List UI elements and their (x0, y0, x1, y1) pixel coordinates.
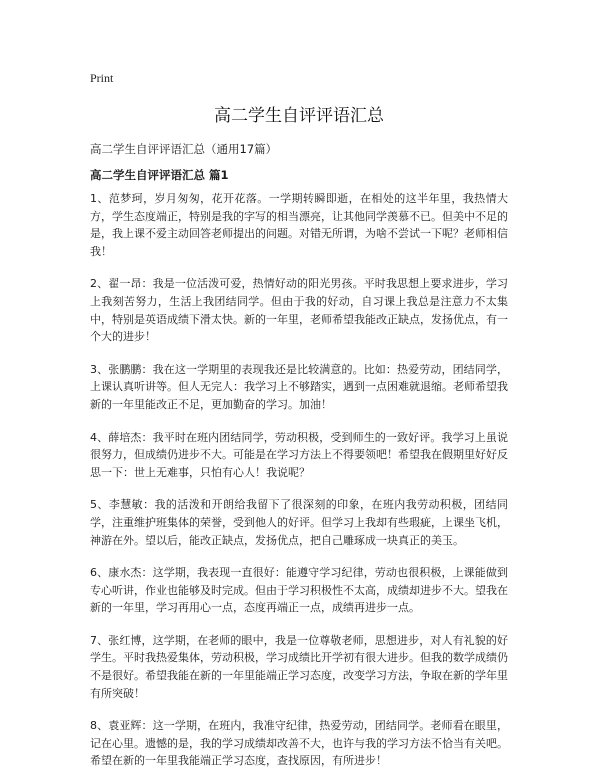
entry-paragraph: 4、薛培杰：我平时在班内团结同学，劳动积极，受到师生的一致好评。我学习上虽说很努力，但成绩仍进步不大。可能是在学习方法上不得要领吧！希望我在假期里好好反思一下：世上无难事，只怕有心人！我说呢？ (90, 430, 508, 479)
entry-paragraph: 3、张鹏鹏：我在这一学期里的表现我还是比较满意的。比如：热爱劳动，团结同学，上课认真听讲等。但人无完人：我学习上不够踏实，遇到一点困难就退缩。老师希望我新的一年里能改正不足，更加勤奋的学习。加油！ (90, 362, 508, 411)
entry-paragraph: 8、袁亚辉：这一学期，在班内，我准守纪律，热爱劳动，团结同学。老师看在眼里，记在心里。遗憾的是，我的学习成绩却改善不大，也许与我的学习方法不恰当有关吧。希望在新的一年里我能端正学习态度，查找原因，有所进步！ (90, 719, 508, 768)
document-subtitle: 高二学生自评评语汇总（通用17篇） (90, 142, 278, 156)
page-title: 高二学生自评评语汇总 (214, 106, 384, 126)
print-link[interactable]: Print (90, 71, 114, 85)
entry-list (90, 190, 508, 770)
entry-paragraph: 1、范梦珂，岁月匆匆，花开花落。一学期转瞬即逝，在相处的这半年里，我热情大方，学生态度端正，特别是我的字写的相当漂亮，让其他同学羡慕不已。但美中不足的是，我上课不爱主动回答老师提出的问题。对错无所谓，为啥不尝试一下呢？老师相信我！ (90, 192, 508, 258)
entry-paragraph: 5、李慧敏：我的活泼和开朗给我留下了很深刻的印象，在班内我劳动积极，团结同学，注重维护班集体的荣誉，受到他人的好评。但学习上我却有些瑕疵，上课坐飞机，神游在外。望以后，能改正缺点，发扬优点，把自己雕琢成一块真正的美玉。 (90, 498, 508, 547)
entry-paragraph: 2、翟一昂：我是一位活泼可爱，热情好动的阳光男孩。平时我思想上要求进步，学习上我刻苦努力，生活上我团结同学。但由于我的好动，自习课上我总是注意力不太集中，特别是英语成绩下滑太快。新的一年里，老师希望我能改正缺点，发扬优点，有一个大的进步！ (90, 277, 508, 344)
entry-paragraph: 7、张红博，这学期，在老师的眼中，我是一位尊敬老师，思想进步，对人有礼貌的好学生。平时我热爱集体，劳动积极，学习成绩比开学初有很大进步。但我的数学成绩仍不是很好。希望我能在新的一年里能端正学习态度，改变学习方法，争取在新的学年里有所突破！ (90, 633, 508, 700)
entry-paragraph: 6、康水杰：这学期，我表现一直很好：能遵守学习纪律，劳动也很积极，上课能做到专心听讲，作业也能够及时完成。但由于学习积极性不太高，成绩却进步不大。望我在新的一年里，学习再用心一点，态度再端正一点，成绩再进步一点。 (90, 566, 508, 615)
section-heading: 高二学生自评评语汇总 篇1 (90, 168, 229, 182)
